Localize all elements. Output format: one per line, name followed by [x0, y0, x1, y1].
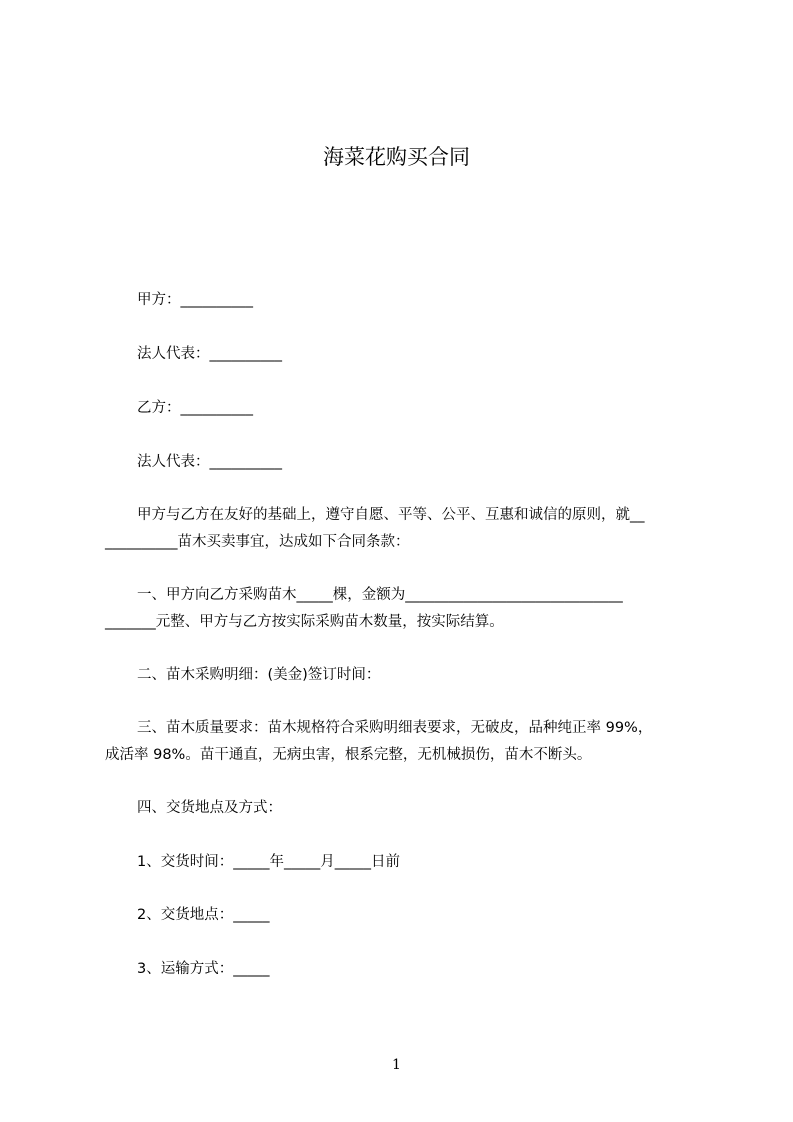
intro-paragraph — [105, 505, 705, 552]
intro-line-1: 甲方与乙方在友好的基础上，遵守自愿、平等、公平、互惠和诚信的原则，就__ — [137, 507, 645, 523]
clause-3-line-1: 三、苗木质量要求：苗木规格符合采购明细表要求，无破皮，品种纯正率 99%， — [137, 720, 653, 736]
clause-3-paragraph — [105, 718, 705, 765]
clause-4-item-1: 1、交货时间：_____年_____月_____日前 — [137, 854, 400, 870]
clause-2-line: 二、苗木采购明细：(美金)签订时间： — [137, 667, 381, 683]
clause-4-item-3: 3、运输方式：_____ — [137, 961, 270, 977]
clause-4-heading: 四、交货地点及方式： — [137, 800, 282, 816]
clause-4-item-2: 2、交货地点：_____ — [137, 907, 270, 923]
party-a-line: 甲方：__________ — [137, 292, 253, 308]
document-title: 海菜花购买合同 — [323, 145, 470, 169]
intro-line-2: __________苗木买卖事宜，达成如下合同条款： — [105, 534, 410, 550]
page-number: 1 — [392, 1057, 401, 1073]
clause-1-line-2: _______元整、甲方与乙方按实际采购苗木数量，按实际结算。 — [105, 614, 504, 630]
party-a-representative-line: 法人代表：__________ — [137, 346, 282, 362]
party-b-representative-line: 法人代表：__________ — [137, 454, 282, 470]
clause-3-line-2: 成活率 98%。苗干通直，无病虫害，根系完整，无机械损伤，苗木不断头。 — [105, 747, 592, 763]
party-b-line: 乙方：__________ — [137, 400, 253, 416]
clause-1-line-1: 一、甲方向乙方采购苗木_____棵，金额为______________________________ — [137, 587, 623, 603]
clause-1-paragraph — [105, 585, 705, 632]
